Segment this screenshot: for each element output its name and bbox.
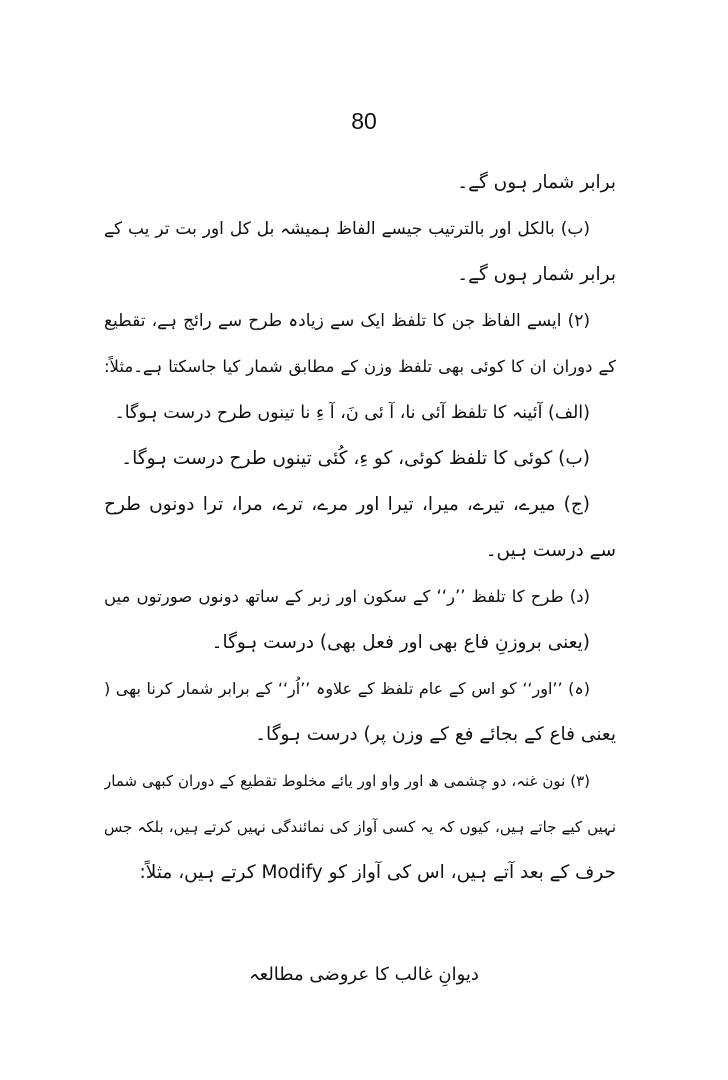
text-line: (ب) بالکل اور بالترتیب جیسے الفاظ ہمیشہ بل کل اور بت تر یب کے	[104, 219, 590, 239]
body-text	[104, 160, 616, 896]
text-line: (یعنی بروزنِ فاع بھی اور فعل بھی) درست ہوگا۔	[211, 632, 590, 653]
text-line: یعنی فاع کے بجائے فع کے وزن پر) درست ہوگا۔	[255, 724, 616, 745]
text-line: (۳) نون غنہ، دو چشمی ھ اور واو اور یائے مخلوط تقطیع کے دوران کبھی شمار	[104, 772, 590, 790]
text-line: (د) طرح کا تلفظ ’’ر‘‘ کے سکون اور زبر کے ساتھ دونوں صورتوں میں	[104, 587, 590, 606]
text-line: (الف) آئینہ کا تلفظ آئی نا، آ ئی نَ، آ ءِ نا تینوں طرح درست ہوگا۔	[114, 403, 590, 423]
footer-book-title: دیوانِ غالب کا عروضی مطالعہ	[249, 964, 479, 985]
page-number: 80	[351, 108, 377, 134]
text-line: برابر شمار ہوں گے۔	[457, 264, 616, 285]
text-line: (۲) ایسے الفاظ جن کا تلفظ ایک سے زیادہ طرح سے رائج ہے، تقطیع	[104, 311, 590, 331]
text-line: (ب) کوئی کا تلفظ کوئی، کو ءِ، کُئی تینوں طرح درست ہوگا۔	[121, 448, 590, 469]
text-line: (ہ) ’’اور‘‘ کو اس کے عام تلفظ کے علاوہ ’’اُر‘‘ کے برابر شمار کرنا بھی (	[104, 679, 590, 698]
text-line: نہیں کیے جاتے ہیں، کیوں کہ یہ کسی آواز کی نمائندگی نہیں کرتے ہیں، بلکہ جس	[104, 818, 616, 836]
text-line: سے درست ہیں۔	[485, 540, 616, 561]
text-line: (ج) میرے، تیرے، میرا، تیرا اور مرے، ترے، مرا، ترا دونوں طرح	[104, 494, 590, 515]
text-line: کے دوران ان کا کوئی بھی تلفظ وزن کے مطابق شمار کیا جاسکتا ہے۔مثلاً:	[104, 357, 616, 376]
text-line: حرف کے بعد آتے ہیں، اس کی آواز کو Modify کرتے ہیں، مثلاً:	[139, 862, 616, 883]
text-line: برابر شمار ہوں گے۔	[457, 172, 616, 193]
